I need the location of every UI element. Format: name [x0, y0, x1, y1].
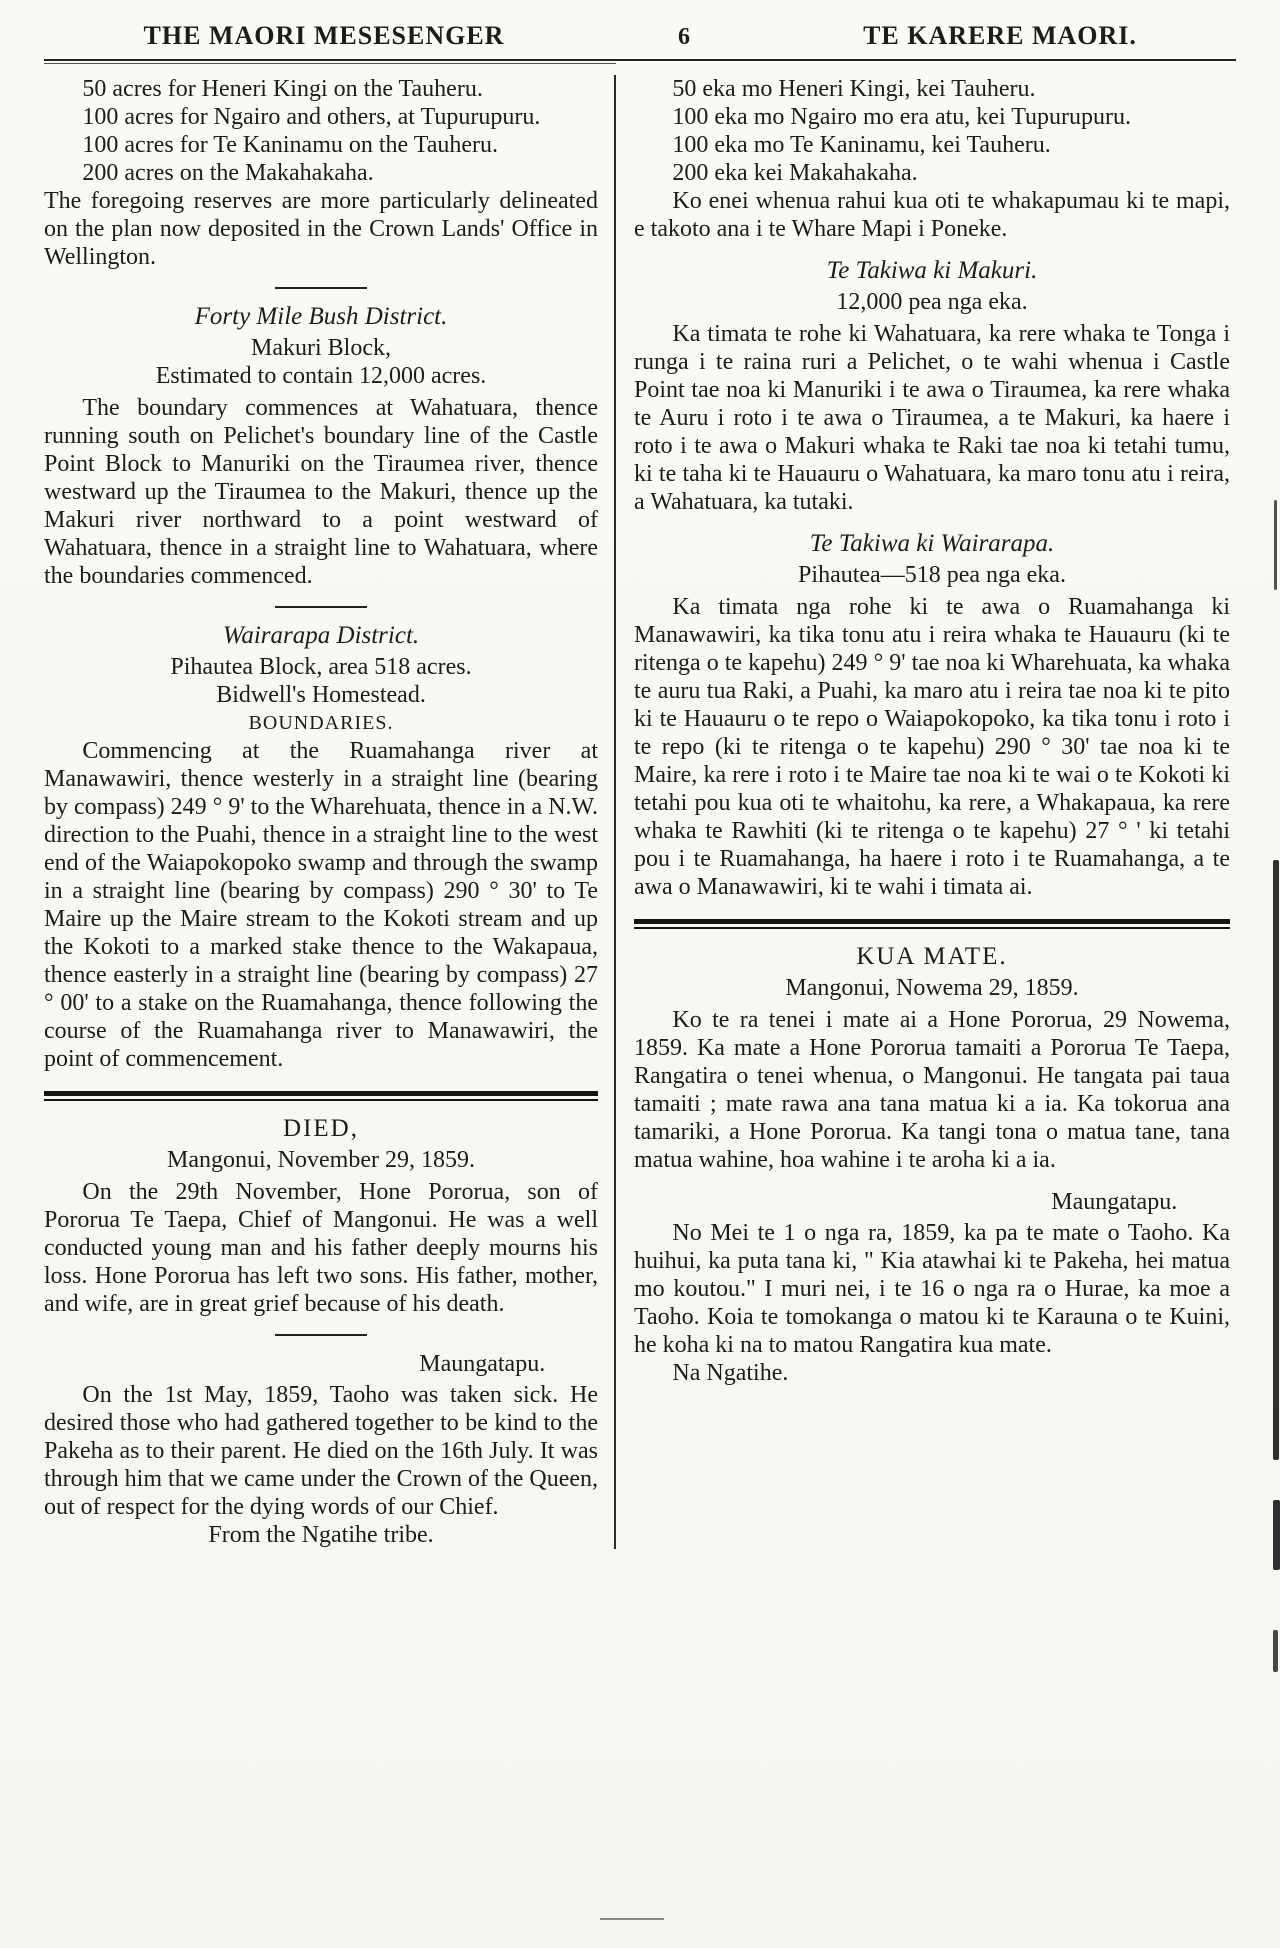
place-heading: Maungatapu. — [1051, 1189, 1178, 1215]
section-title: DIED, — [283, 1115, 359, 1142]
masthead-left-title: THE MAORI MESESENGER — [143, 21, 505, 50]
paragraph: Commencing at the Ruamahanga river at Manawawiri, thence westerly in a straight line (bearing by compass) 249 ° 9' to the Wharehuata, thence in a N.W. direction to the Puahi, thence in a straight line to the west end of the Waiapokopoko swamp and through the swamp in a straight line (bearing by compass) 290 ° 30' to Te Maire up the Maire stream to the Kokoti stream and up the Kokoti to a marked stake thence to the Wakapaua, thence easterly in a straight line (bearing by compass) 27 ° 00' to a stake on the Ruamahanga, thence following the course of the Ruamahanga river to Manawawiri, the point of commencement. — [44, 738, 598, 1072]
reserve-list-item: 100 acres for Te Kaninamu on the Tauheru. — [82, 132, 499, 158]
centered-line: Bidwell's Homestead. — [216, 682, 426, 708]
thick-divider — [634, 919, 1230, 929]
scan-artifact — [1274, 500, 1277, 590]
paragraph: On the 29th November, Hone Pororua, son of Pororua Te Taepa, Chief of Mangonui. He was a well conducted young man and his father deeply mourns his loss. Hone Pororua has left two sons. His father, mother, and wife, are in great grief because of his death. — [44, 1179, 598, 1317]
section-heading: Wairarapa District. — [222, 622, 420, 649]
masthead-rule — [44, 59, 1236, 67]
scan-artifact — [1273, 1630, 1278, 1672]
thick-divider — [44, 1091, 598, 1101]
left-column-english — [44, 75, 614, 1549]
paragraph: No Mei te 1 o nga ra, 1859, ka pa te mate o Taoho. Ka huihui, ka puta tana ki, " Kia atawhai ki te Pakeha, hei matua mo koutou." I muri nei, i te 16 o nga ra o Hurae, ka moe a Taoho. Koia te tomokanga o matou ki te Karauna o te Kuini, he koha ki na to matou Rangatira kua mate. — [634, 1220, 1230, 1358]
short-divider — [275, 1334, 367, 1336]
section-heading: Te Takiwa ki Wairarapa. — [809, 530, 1055, 557]
short-divider — [275, 606, 367, 608]
centered-line: Mangonui, Nowema 29, 1859. — [785, 975, 1079, 1001]
reserve-list-item: 200 acres on the Makahakaha. — [82, 160, 374, 186]
paragraph: Ko enei whenua rahui kua oti te whakapumau ki te mapi, e takoto ana i te Whare Mapi i Poneke. — [634, 188, 1230, 242]
reserve-list-item: 100 eka mo Ngairo mo era atu, kei Tupurupuru. — [672, 104, 1131, 130]
paragraph: The foregoing reserves are more particularly delineated on the plan now deposited in the Crown Lands' Office in Wellington. — [44, 188, 598, 270]
reserve-list-item: 100 acres for Ngairo and others, at Tupurupuru. — [82, 104, 541, 130]
section-heading: Forty Mile Bush District. — [194, 303, 448, 330]
place-heading: Maungatapu. — [419, 1351, 546, 1377]
paragraph: Ka timata nga rohe ki te awa o Ruamahanga ki Manawawiri, ka tika tonu atu i reira whaka te Hauauru (ki te ritenga o te kapehu) 249 ° 9' tae noa ki Wharehuata, ka whaka te auru tua Raki, a Puahi, ka maro atu i reira tae noa ki te pito ki te Hauauru o te repo o Waiapokopoko, ka tika tonu i roto i te repo (ki te ritenga o te kapehu) 290 ° 30' tae noa ki te Maire, ka rere i roto i te Maire tae noa ki te wai o te Kokoti ki tetahi pou kua oti te whaitohu, ka rere, a Whakapaua, ka rere whaka te Rawhiti (ki te ritenga o te kapehu) 27 ° ' ki tetahi pou i te Ruamahanga, ha haere i roto i te Ruamahanga, a te awa o Manawawiri, ki te wahi i timata ai. — [634, 594, 1230, 900]
centered-line: Mangonui, November 29, 1859. — [167, 1147, 475, 1173]
masthead-right-title: TE KARERE MAORI. — [863, 21, 1137, 50]
paragraph: The boundary commences at Wahatuara, thence running south on Pelichet's boundary line of the Castle Point Block to Manuriki on the Tiraumea river, thence westward up the Tiraumea to the Makuri, thence up the Makuri river northward to a point westward of Wahatuara, thence in a straight line to Wahatuara, where the boundaries commenced. — [44, 395, 598, 589]
two-column-body — [44, 75, 1236, 1549]
paragraph: On the 1st May, 1859, Taoho was taken sick. He desired those who had gathered together to be kind to the Pakeha as to their parent. He died on the 16th July. It was through him that we came under the Crown of the Queen, out of respect for the dying words of our Chief. — [44, 1382, 598, 1520]
masthead — [44, 12, 1236, 59]
paragraph: Ka timata te rohe ki Wahatuara, ka rere whaka te Tonga i runga i te raina ruri a Pelichet, o te wahi whenua i Castle Point tae noa ki Manuriki i te awa o Tiraumea, ka rere whaka te Auru i roto i te awa o Tiraumea, a te Makuri, ka haere i roto i te awa o Makuri whaka te Raki tae noa ki tetahi tumu, ki te taha ki te Hauauru o Wahatuara, ka maro tonu atu i reira, a Wahatuara, ka tutaki. — [634, 321, 1230, 515]
page-number: 6 — [678, 24, 690, 50]
section-title: KUA MATE. — [856, 943, 1008, 970]
right-column-maori — [616, 75, 1236, 1549]
subheading: BOUNDARIES. — [248, 712, 394, 734]
centered-line: From the Ngatihe tribe. — [208, 1522, 434, 1548]
centered-line: Makuri Block, — [251, 335, 391, 361]
short-divider — [275, 287, 367, 289]
centered-line: 12,000 pea nga eka. — [836, 289, 1028, 315]
scan-artifact — [1273, 1500, 1280, 1570]
reserve-list-item: 50 eka mo Heneri Kingi, kei Tauheru. — [672, 76, 1036, 102]
reserve-list-item: 50 acres for Heneri Kingi on the Tauheru. — [82, 76, 483, 102]
section-heading: Te Takiwa ki Makuri. — [826, 257, 1038, 284]
centered-line: Pihautea Block, area 518 acres. — [170, 654, 472, 680]
reserve-list-item: 200 eka kei Makahakaha. — [672, 160, 918, 186]
centered-line: Pihautea—518 pea nga eka. — [798, 562, 1066, 588]
paragraph: Na Ngatihe. — [672, 1360, 789, 1386]
scan-artifact — [1273, 860, 1279, 1460]
paragraph: Ko te ra tenei i mate ai a Hone Pororua, 29 Nowema, 1859. Ka mate a Hone Pororua tamaiti a Pororua Te Taepa, Rangatira o tenei whenua, o Mangonui. He tangata pai taua tamaiti ; mate rawa ana tana matua ki a ia. Ka tokorua ana tamariki, a Hone Pororua. Ka tangi tona o matua tane, tana matua wahine, hoa wahine i te aroha ki a ia. — [634, 1007, 1230, 1173]
centered-line: Estimated to contain 12,000 acres. — [155, 363, 487, 389]
reserve-list-item: 100 eka mo Te Kaninamu, kei Tauheru. — [672, 132, 1051, 158]
scan-artifact — [600, 1918, 664, 1920]
